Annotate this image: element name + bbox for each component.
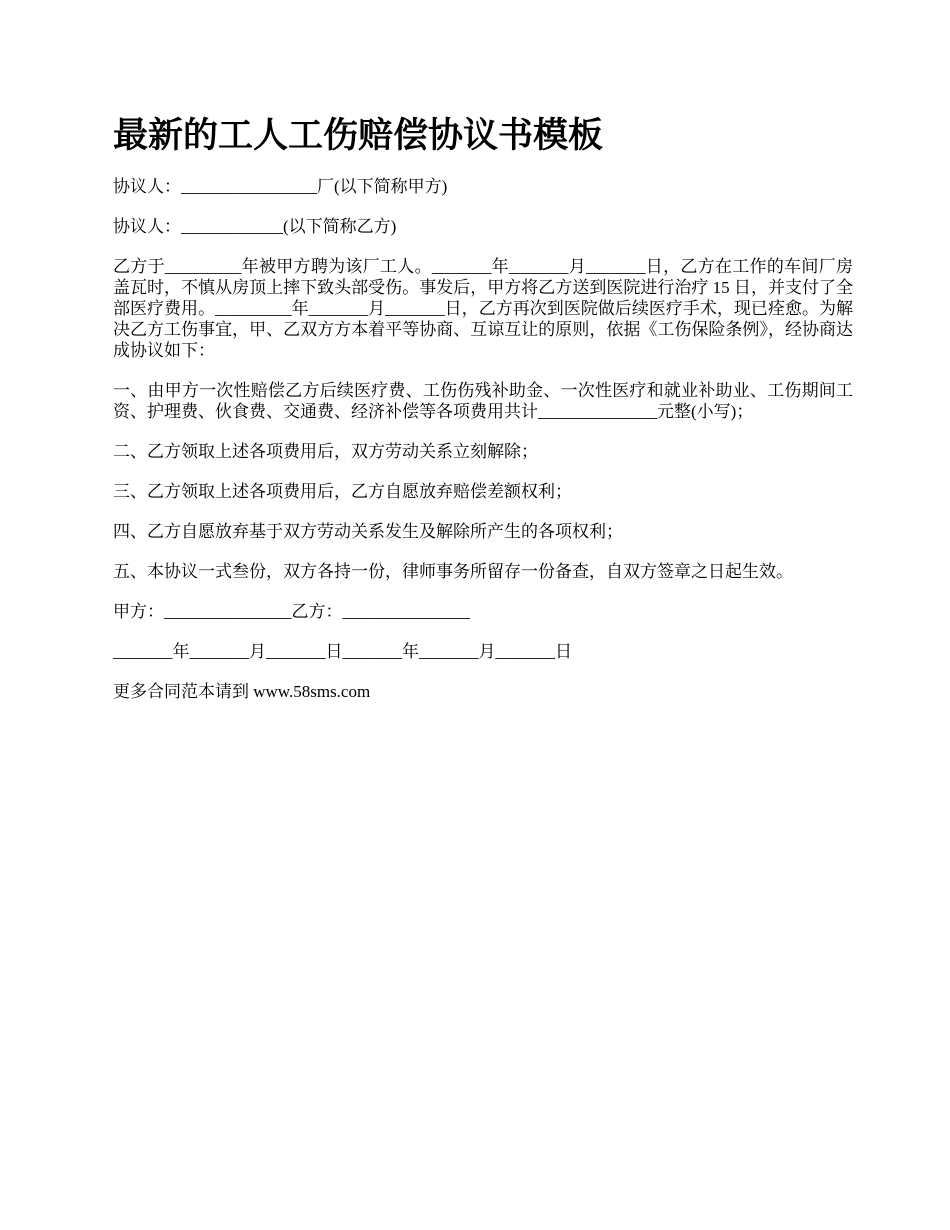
clause-5: 五、本协议一式叁份，双方各持一份，律师事务所留存一份备查，自双方签章之日起生效。 xyxy=(113,562,793,581)
footer-note: 更多合同范本请到 www.58sms.com xyxy=(113,682,371,701)
background-paragraph: 乙方于_________年被甲方聘为该厂工人。_______年_______月_______日，乙方在工作的车间厂房盖瓦时，不慎从房顶上摔下致头部受伤。事发后，甲方将乙方送到医院进行治疗 15 日，并支付了全部医疗费用。_________年_______月_______日，乙方再次到医院做后续医疗手术，现已痊愈。为解决乙方工伤事宜，甲、乙双方方本着平等协商、互谅互让的原则，依据《工伤保险条例》，经协商达成协议如下： xyxy=(113,257,853,360)
clause-2: 二、乙方领取上述各项费用后，双方劳动关系立刻解除； xyxy=(113,442,538,461)
party-b-line: 协议人：____________(以下简称乙方) xyxy=(113,217,397,236)
date-line: _______年_______月_______日_______年_______月_______日 xyxy=(113,642,572,661)
document-title: 最新的工人工伤赔偿协议书模板 xyxy=(113,116,604,156)
clause-3: 三、乙方领取上述各项费用后，乙方自愿放弃赔偿差额权利； xyxy=(113,482,572,501)
party-a-line: 协议人：________________厂(以下简称甲方) xyxy=(113,177,448,196)
clause-1: 一、由甲方一次性赔偿乙方后续医疗费、工伤伤残补助金、一次性医疗和就业补助业、工伤期间工资、护理费、伙食费、交通费、经济补偿等各项费用共计______________元整(小写)； xyxy=(113,381,853,421)
document-page xyxy=(113,110,853,721)
clause-4: 四、乙方自愿放弃基于双方劳动关系发生及解除所产生的各项权利； xyxy=(113,522,623,541)
signature-line: 甲方：_______________乙方：_______________ xyxy=(113,602,470,621)
